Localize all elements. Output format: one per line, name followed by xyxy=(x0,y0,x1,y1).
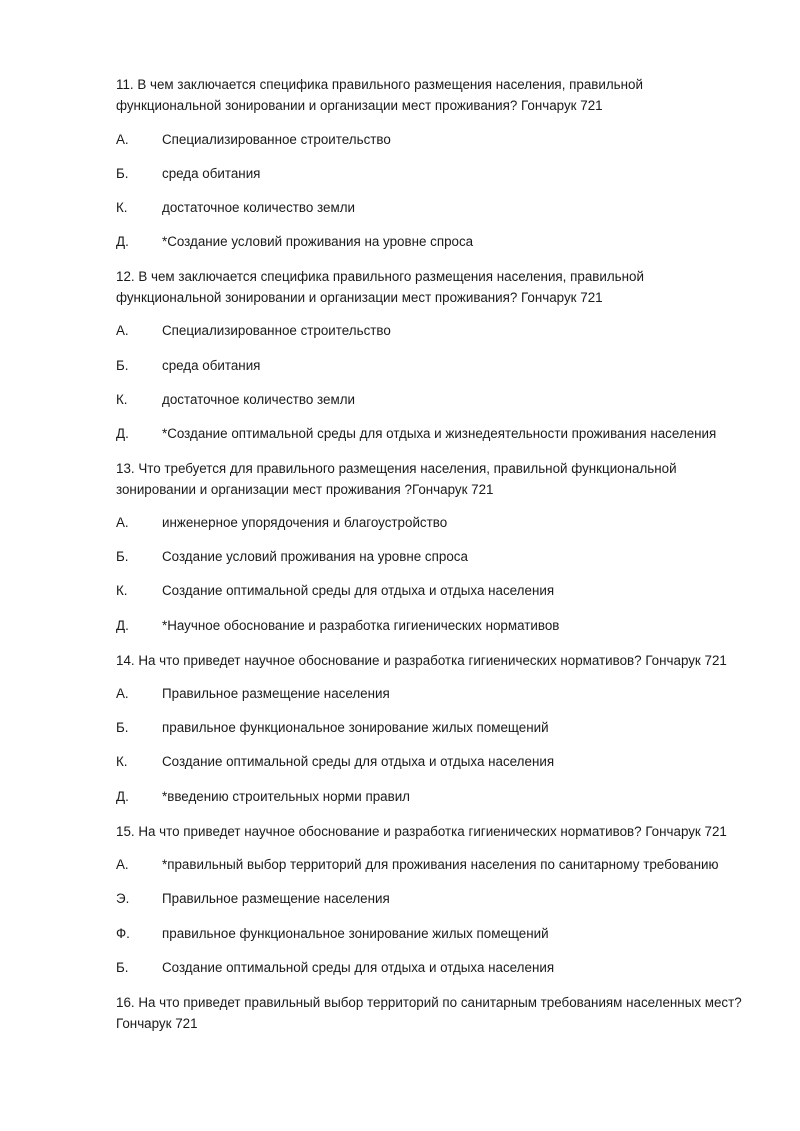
question-12: 12. В чем заключается специфика правильного размещения населения, правильной функциональной зонировании и организации мест проживания? Гончарук 721 xyxy=(116,269,644,305)
option-letter: А. xyxy=(116,132,129,147)
option-text: среда обитания xyxy=(162,358,261,373)
option-text: среда обитания xyxy=(162,166,261,181)
option-letter: К. xyxy=(116,754,128,769)
option-text: *Создание оптимальной среды для отдыха и жизнедеятельности проживания населения xyxy=(162,426,717,441)
option-11-d xyxy=(116,232,756,252)
option-letter: Д. xyxy=(116,789,129,804)
option-text: *Создание условий проживания на уровне спроса xyxy=(162,234,474,249)
option-14-d xyxy=(116,787,756,807)
option-letter: Д. xyxy=(116,618,129,633)
option-text: *Научное обоснование и разработка гигиенических нормативов xyxy=(162,618,560,633)
option-13-c xyxy=(116,581,756,601)
option-11-c xyxy=(116,198,756,218)
option-letter: Д. xyxy=(116,234,129,249)
option-letter: Б. xyxy=(116,358,129,373)
option-letter: К. xyxy=(116,392,128,407)
option-text: Создание условий проживания на уровне спроса xyxy=(162,549,468,564)
option-13-d xyxy=(116,616,756,636)
option-14-b xyxy=(116,718,756,738)
option-text: правильное функциональное зонирование жилых помещений xyxy=(162,720,549,735)
option-11-b xyxy=(116,164,756,184)
option-14-a xyxy=(116,684,756,704)
option-text: Создание оптимальной среды для отдыха и отдыха населения xyxy=(162,960,555,975)
option-text: Создание оптимальной среды для отдыха и отдыха населения xyxy=(162,754,555,769)
option-15-d xyxy=(116,958,756,978)
option-text: Специализированное строительство xyxy=(162,323,391,338)
option-letter: А. xyxy=(116,857,129,872)
option-13-b xyxy=(116,547,756,567)
option-text: *правильный выбор территорий для проживания населения по санитарному требованию xyxy=(162,857,719,872)
option-15-b xyxy=(116,889,756,909)
question-13: 13. Что требуется для правильного размещения населения, правильной функциональной зонировании и организации мест проживания ?Гончарук 721 xyxy=(116,461,677,497)
option-letter: К. xyxy=(116,583,128,598)
option-text: достаточное количество земли xyxy=(162,392,355,407)
option-letter: Э. xyxy=(116,891,130,906)
option-12-a xyxy=(116,321,756,341)
question-16: 16. На что приведет правильный выбор территорий по санитарным требованиям населенных мест? Гончарук 721 xyxy=(116,995,742,1031)
option-12-d xyxy=(116,424,756,444)
option-letter: Б. xyxy=(116,549,129,564)
option-15-c xyxy=(116,924,756,944)
option-text: Специализированное строительство xyxy=(162,132,391,147)
option-letter: К. xyxy=(116,200,128,215)
option-13-a xyxy=(116,513,756,533)
option-text: Создание оптимальной среды для отдыха и отдыха населения xyxy=(162,583,555,598)
option-text: Правильное размещение населения xyxy=(162,891,390,906)
option-text: *введению строительных норми правил xyxy=(162,789,411,804)
option-letter: Б. xyxy=(116,960,129,975)
option-12-b xyxy=(116,356,756,376)
option-11-a xyxy=(116,130,756,150)
option-letter: Б. xyxy=(116,720,129,735)
option-text: инженерное упорядочения и благоустройство xyxy=(162,515,448,530)
option-letter: Б. xyxy=(116,166,129,181)
question-15: 15. На что приведет научное обоснование и разработка гигиенических нормативов? Гончарук 721 xyxy=(116,824,727,839)
option-15-a xyxy=(116,855,756,875)
question-14: 14. На что приведет научное обоснование и разработка гигиенических нормативов? Гончарук 721 xyxy=(116,653,727,668)
option-letter: Ф. xyxy=(116,926,130,941)
option-14-c xyxy=(116,752,756,772)
question-11: 11. В чем заключается специфика правильного размещения населения, правильной функциональной зонировании и организации мест проживания? Гончарук 721 xyxy=(116,77,643,113)
option-letter: А. xyxy=(116,686,129,701)
option-12-c xyxy=(116,390,756,410)
option-text: достаточное количество земли xyxy=(162,200,355,215)
option-text: правильное функциональное зонирование жилых помещений xyxy=(162,926,549,941)
option-letter: А. xyxy=(116,323,129,338)
option-text: Правильное размещение населения xyxy=(162,686,390,701)
option-letter: А. xyxy=(116,515,129,530)
option-letter: Д. xyxy=(116,426,129,441)
